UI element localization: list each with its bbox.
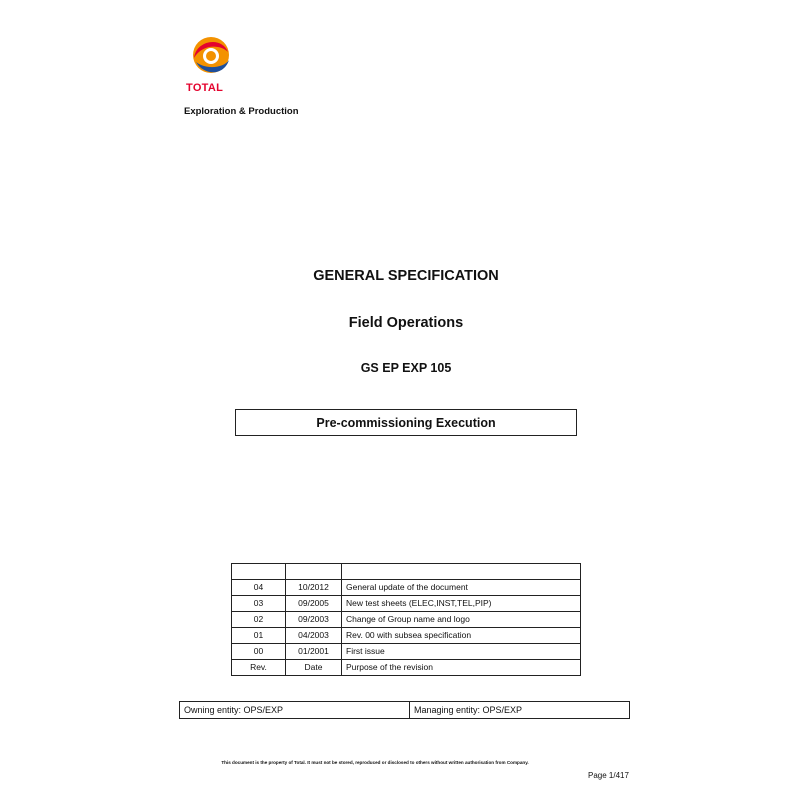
- brand-name: TOTAL: [186, 82, 224, 94]
- table-row: [232, 612, 581, 628]
- table-row: [180, 702, 630, 719]
- rev-cell: 04: [232, 580, 286, 596]
- rev-cell: 00: [232, 644, 286, 660]
- purpose-header: Purpose of the revision: [342, 660, 581, 676]
- purpose-cell: Change of Group name and logo: [342, 612, 581, 628]
- table-header-row: [232, 660, 581, 676]
- date-cell: [286, 564, 342, 580]
- document-subject: Pre-commissioning Execution: [316, 415, 496, 430]
- purpose-cell: Rev. 00 with subsea specification: [342, 628, 581, 644]
- date-cell: 09/2003: [286, 612, 342, 628]
- date-cell: 04/2003: [286, 628, 342, 644]
- table-row: [232, 564, 581, 580]
- purpose-cell: General update of the document: [342, 580, 581, 596]
- table-row: [232, 628, 581, 644]
- date-cell: 10/2012: [286, 580, 342, 596]
- rev-header: Rev.: [232, 660, 286, 676]
- document-code: GS EP EXP 105: [360, 361, 452, 375]
- page-number: Page 1/417: [588, 771, 629, 780]
- purpose-cell: New test sheets (ELEC,INST,TEL,PIP): [342, 596, 581, 612]
- rev-cell: 03: [232, 596, 286, 612]
- date-cell: 09/2005: [286, 596, 342, 612]
- rev-cell: 02: [232, 612, 286, 628]
- table-row: [232, 596, 581, 612]
- owning-entity: Owning entity: OPS/EXP: [180, 702, 410, 719]
- division-label: Exploration & Production: [184, 106, 299, 117]
- entity-table: [179, 701, 630, 719]
- date-cell: 01/2001: [286, 644, 342, 660]
- rev-cell: 01: [232, 628, 286, 644]
- document-domain-title: Field Operations: [348, 315, 464, 331]
- managing-entity: Managing entity: OPS/EXP: [410, 702, 630, 719]
- purpose-cell: [342, 564, 581, 580]
- purpose-cell: First issue: [342, 644, 581, 660]
- table-row: [232, 644, 581, 660]
- table-row: [232, 580, 581, 596]
- document-subject-box: [235, 409, 577, 436]
- date-header: Date: [286, 660, 342, 676]
- revision-table: [231, 563, 581, 676]
- rev-cell: [232, 564, 286, 580]
- confidentiality-note: This document is the property of Total. It must not be stored, reproduced or disclosed to others without written authorisation from Company.: [221, 760, 529, 765]
- document-type-title: GENERAL SPECIFICATION: [313, 268, 499, 284]
